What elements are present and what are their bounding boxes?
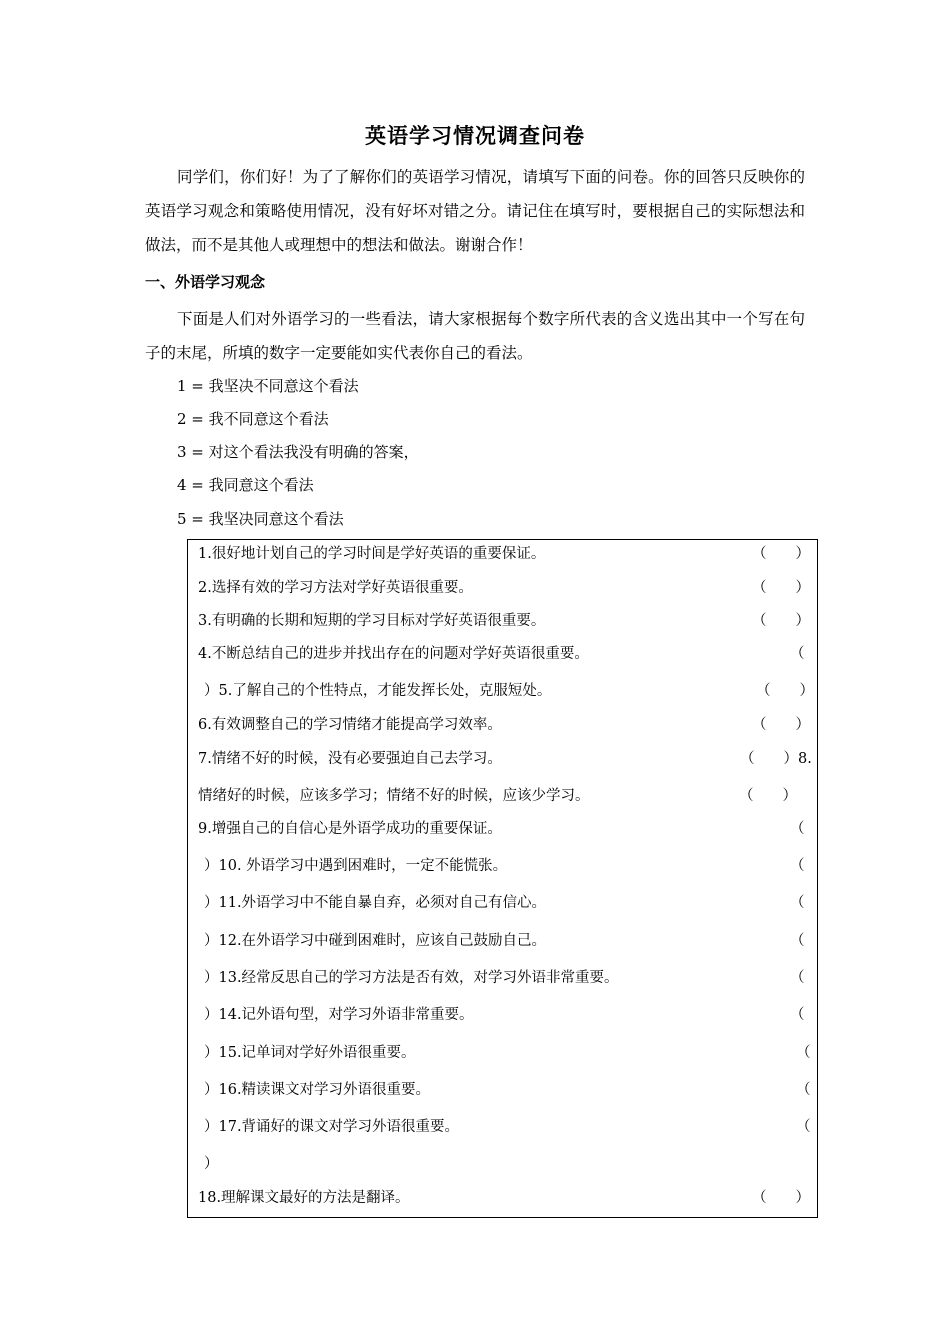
answer-blank[interactable]: （ ） (739, 788, 797, 804)
question-line: 6.有效调整自己的学习情绪才能提高学习效率。 (198, 717, 502, 733)
answer-blank[interactable]: （ (790, 970, 805, 986)
answer-blank[interactable]: （ (790, 646, 805, 662)
answer-blank[interactable]: （ ） (752, 580, 810, 596)
scale-item-5: 5 = 我坚决同意这个看法 (177, 510, 344, 528)
question-line: ）12.在外语学习中碰到困难时，应该自己鼓励自己。 (204, 933, 547, 949)
question-line: 2.选择有效的学习方法对学好英语很重要。 (198, 580, 473, 596)
answer-blank[interactable]: （ (790, 858, 805, 874)
question-line: ）14.记外语句型，对学习外语非常重要。 (204, 1007, 474, 1023)
answer-blank[interactable]: （ ）8. (740, 751, 812, 767)
page-title: 英语学习情况调查问卷 (365, 124, 585, 148)
intro-paragraph: 同学们，你们好！为了了解你们的英语学习情况，请填写下面的问卷。你的回答只反映你的英语学习观念和策略使用情况，没有好坏对错之分。请记住在填写时，要根据自己的实际想法和做法，而不是其他人或理想中的想法和做法。谢谢合作！ (145, 168, 805, 254)
question-line: ）13.经常反思自己的学习方法是否有效，对学习外语非常重要。 (204, 970, 619, 986)
question-line: ）5.了解自己的个性特点，才能发挥长处，克服短处。 (204, 683, 552, 699)
question-line: 18.理解课文最好的方法是翻译。 (198, 1190, 410, 1206)
question-line: ）16.精读课文对学习外语很重要。 (204, 1082, 431, 1098)
answer-blank[interactable]: （ (790, 933, 805, 949)
answer-blank[interactable]: （ ） (756, 683, 814, 699)
question-line: 情绪好的时候，应该多学习；情绪不好的时候，应该少学习。 (198, 788, 590, 804)
section-heading: 一、外语学习观念 (145, 273, 266, 291)
question-line: 9.增强自己的自信心是外语学成功的重要保证。 (198, 821, 502, 837)
question-line: ） (204, 1156, 219, 1172)
scale-item-1: 1 = 我坚决不同意这个看法 (177, 377, 359, 395)
answer-blank[interactable]: （ (796, 1045, 811, 1061)
scale-item-4: 4 = 我同意这个看法 (177, 476, 314, 494)
answer-blank[interactable]: （ (790, 1007, 805, 1023)
question-line: 4.不断总结自己的进步并找出存在的问题对学好英语很重要。 (198, 646, 589, 662)
section-description: 下面是人们对外语学习的一些看法，请大家根据每个数字所代表的含义选出其中一个写在句子的末尾，所填的数字一定要能如实代表你自己的看法。 (145, 310, 805, 362)
answer-blank[interactable]: （ (796, 1119, 811, 1135)
question-line: ）15.记单词对学好外语很重要。 (204, 1045, 416, 1061)
question-line: ）10. 外语学习中遇到困难时，一定不能慌张。 (204, 858, 508, 874)
question-line: 7.情绪不好的时候，没有必要强迫自己去学习。 (198, 751, 502, 767)
answer-blank[interactable]: （ (796, 1082, 811, 1098)
question-line: 1.很好地计划自己的学习时间是学好英语的重要保证。 (198, 546, 546, 562)
scale-item-2: 2 = 我不同意这个看法 (177, 410, 329, 428)
scale-item-3: 3 = 对这个看法我没有明确的答案， (177, 443, 419, 461)
answer-blank[interactable]: （ ） (752, 1190, 810, 1206)
answer-blank[interactable]: （ (790, 821, 805, 837)
question-line: ）17.背诵好的课文对学习外语很重要。 (204, 1119, 460, 1135)
answer-blank[interactable]: （ ） (752, 613, 810, 629)
answer-blank[interactable]: （ ） (752, 546, 810, 562)
answer-blank[interactable]: （ ） (752, 717, 810, 733)
answer-blank[interactable]: （ (790, 895, 805, 911)
question-line: ）11.外语学习中不能自暴自弃，必须对自己有信心。 (204, 895, 547, 911)
question-line: 3.有明确的长期和短期的学习目标对学好英语很重要。 (198, 613, 546, 629)
